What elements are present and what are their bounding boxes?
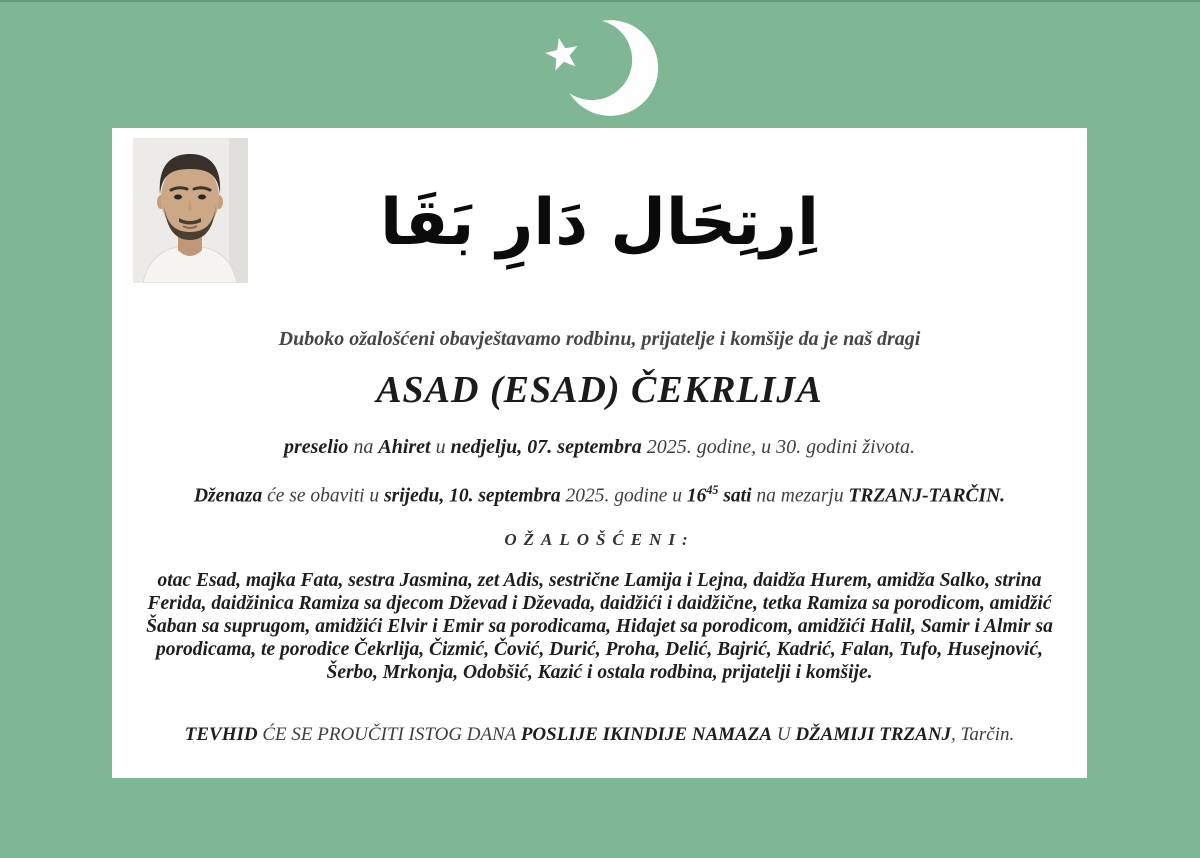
intro-line: Duboko ožalošćeni obavještavamo rodbinu, prijatelje i komšije da je naš dragi <box>278 328 921 350</box>
passing-line: preselio na Ahiret u nedjelju, 07. septembra 2025. godine, u 30. godini života. <box>283 436 916 458</box>
memorial-card <box>112 128 1087 778</box>
mourners-heading: OŽALOŠĆENI: <box>504 530 695 549</box>
arabic-calligraphy: اِرتِحَال دَارِ بَقَا <box>380 186 819 260</box>
mourners-list: otac Esad, majka Fata, sestra Jasmina, zet Adis, sestrične Lamija i Lejna, daidža Hurem, amidža Salko, strina Ferida, daidžinica Ramiza sa djecom Dževad i Dževada, daidžići i daidžične, tetka Ramiza sa porodicom, amidžić Šaban sa suprugom, amidžići Elvir i Emir sa porodicama, Hidajet sa porodicom, amidžići Halil, Samir i Almir sa porodicama, te porodice Čekrlija, Čizmić, Čović, Durić, Proha, Delić, Bajrić, Kadrić, Falan, Tufo, Husejnović, Šerbo, Mrkonja, Odobšić, Kazić i ostala rodbina, prijatelji i komšije. <box>146 570 1053 683</box>
tevhid-line: TEVHID ĆE SE PROUČITI ISTOG DANA POSLIJE IKINDIJE NAMAZA U DŽAMIJI TRZANJ, Tarčin. <box>184 724 1015 745</box>
deceased-name: ASAD (ESAD) ČEKRLIJA <box>376 369 823 411</box>
funeral-line: Dženaza će se obaviti u srijedu, 10. septembra 2025. godine u $16^{45}$ sati na mezarju TRZANJ-TARČIN. <box>193 483 1006 507</box>
crescent-star-svg <box>520 12 670 124</box>
crescent-star-icon <box>520 12 670 124</box>
